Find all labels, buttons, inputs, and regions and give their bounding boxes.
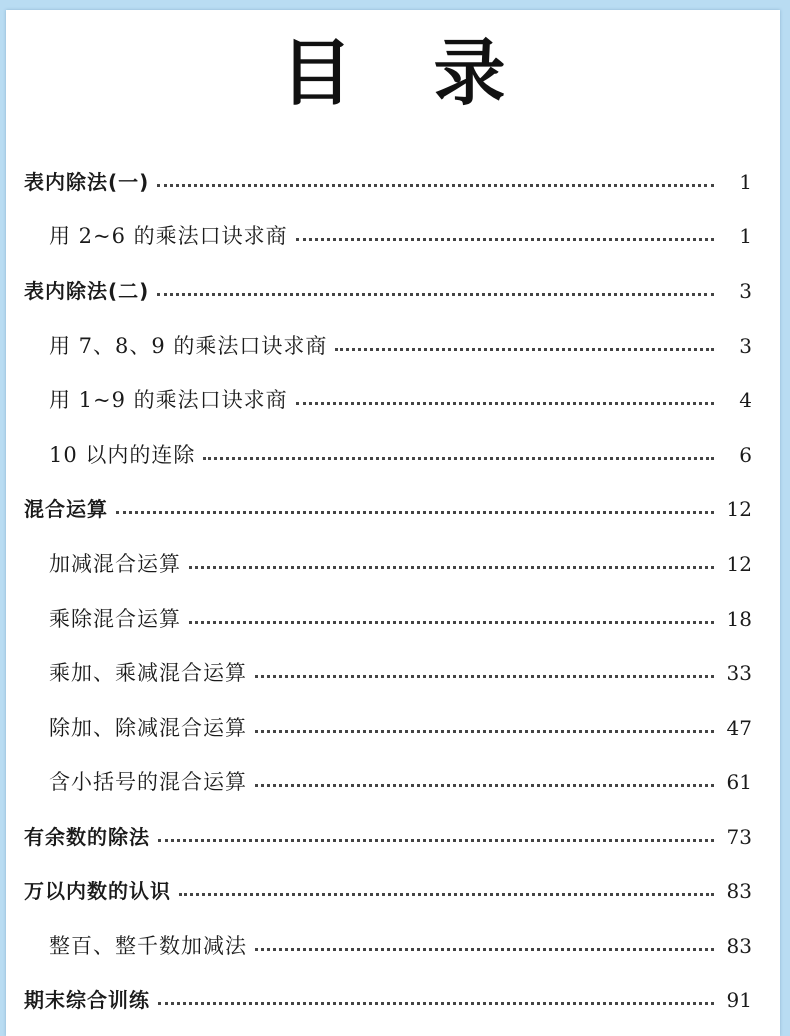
toc-entry[interactable] bbox=[6, 271, 780, 305]
toc-entry-page: 83 bbox=[726, 934, 752, 958]
toc-entry[interactable] bbox=[6, 216, 780, 250]
toc-entry-label: 混合运算 bbox=[24, 497, 108, 521]
toc-entry[interactable] bbox=[6, 489, 780, 523]
toc-entry-page: 73 bbox=[726, 825, 752, 849]
dot-leader bbox=[189, 566, 714, 569]
dot-leader bbox=[296, 402, 714, 405]
toc-entry-page: 61 bbox=[726, 770, 752, 794]
toc-entry-page: 4 bbox=[739, 388, 752, 412]
toc-entry-page: 12 bbox=[726, 552, 752, 576]
dot-leader bbox=[335, 348, 714, 351]
toc-entry-page: 1 bbox=[739, 224, 752, 248]
toc-entry[interactable] bbox=[6, 708, 780, 742]
toc-entry-label: 整百、整千数加减法 bbox=[49, 934, 247, 958]
toc-entry-label: 表内除法(一) bbox=[24, 170, 150, 194]
toc-entry-page: 6 bbox=[739, 443, 752, 467]
document-page bbox=[6, 10, 780, 1036]
toc-entry-label: 用 2~6 的乘法口诀求商 bbox=[49, 224, 288, 248]
dot-leader bbox=[157, 184, 714, 187]
toc-entry-page: 83 bbox=[726, 879, 752, 903]
toc-entry[interactable] bbox=[6, 435, 780, 469]
dot-leader bbox=[116, 511, 714, 514]
toc-entry[interactable] bbox=[6, 653, 780, 687]
toc-entry-page: 3 bbox=[739, 334, 752, 358]
toc-entry-label: 表内除法(二) bbox=[24, 279, 150, 303]
toc-entry-label: 万以内数的认识 bbox=[24, 879, 171, 903]
toc-entry-label: 除加、除减混合运算 bbox=[49, 716, 247, 740]
dot-leader bbox=[255, 784, 714, 787]
toc-entry[interactable] bbox=[6, 762, 780, 796]
dot-leader bbox=[296, 238, 714, 241]
toc-entry-label: 乘加、乘减混合运算 bbox=[49, 661, 247, 685]
dot-leader bbox=[158, 1002, 714, 1005]
toc-entry-label: 用 7、8、9 的乘法口诀求商 bbox=[49, 334, 328, 358]
page-title: 目 录 bbox=[280, 31, 534, 115]
toc-entry-label: 含小括号的混合运算 bbox=[49, 770, 247, 794]
toc-entry[interactable] bbox=[6, 817, 780, 851]
toc-entry-label: 加减混合运算 bbox=[49, 552, 181, 576]
toc-entry-label: 乘除混合运算 bbox=[49, 607, 181, 631]
toc-entry-page: 3 bbox=[739, 279, 752, 303]
toc-entry-page: 33 bbox=[726, 661, 752, 685]
toc-entry[interactable] bbox=[6, 544, 780, 578]
dot-leader bbox=[255, 948, 714, 951]
dot-leader bbox=[157, 293, 714, 296]
toc-entry-page: 12 bbox=[726, 497, 752, 521]
toc-entry-label: 10 以内的连除 bbox=[49, 443, 196, 467]
dot-leader bbox=[203, 457, 714, 460]
dot-leader bbox=[255, 675, 714, 678]
toc-entry[interactable] bbox=[6, 926, 780, 960]
toc-entry[interactable] bbox=[6, 599, 780, 633]
toc-entry-page: 91 bbox=[726, 988, 752, 1012]
toc-entry[interactable] bbox=[6, 980, 780, 1014]
toc-entry-page: 47 bbox=[726, 716, 752, 740]
toc-entry[interactable] bbox=[6, 380, 780, 414]
toc-entry[interactable] bbox=[6, 162, 780, 196]
toc-entry[interactable] bbox=[6, 871, 780, 905]
dot-leader bbox=[158, 839, 714, 842]
toc-entry-label: 有余数的除法 bbox=[24, 825, 150, 849]
dot-leader bbox=[179, 893, 714, 896]
toc-entry-page: 1 bbox=[739, 170, 752, 194]
dot-leader bbox=[189, 621, 714, 624]
toc-entry[interactable] bbox=[6, 326, 780, 360]
toc-entry-label: 用 1~9 的乘法口诀求商 bbox=[49, 388, 288, 412]
toc-entry-page: 18 bbox=[726, 607, 752, 631]
dot-leader bbox=[255, 730, 714, 733]
toc-entry-label: 期末综合训练 bbox=[24, 988, 150, 1012]
